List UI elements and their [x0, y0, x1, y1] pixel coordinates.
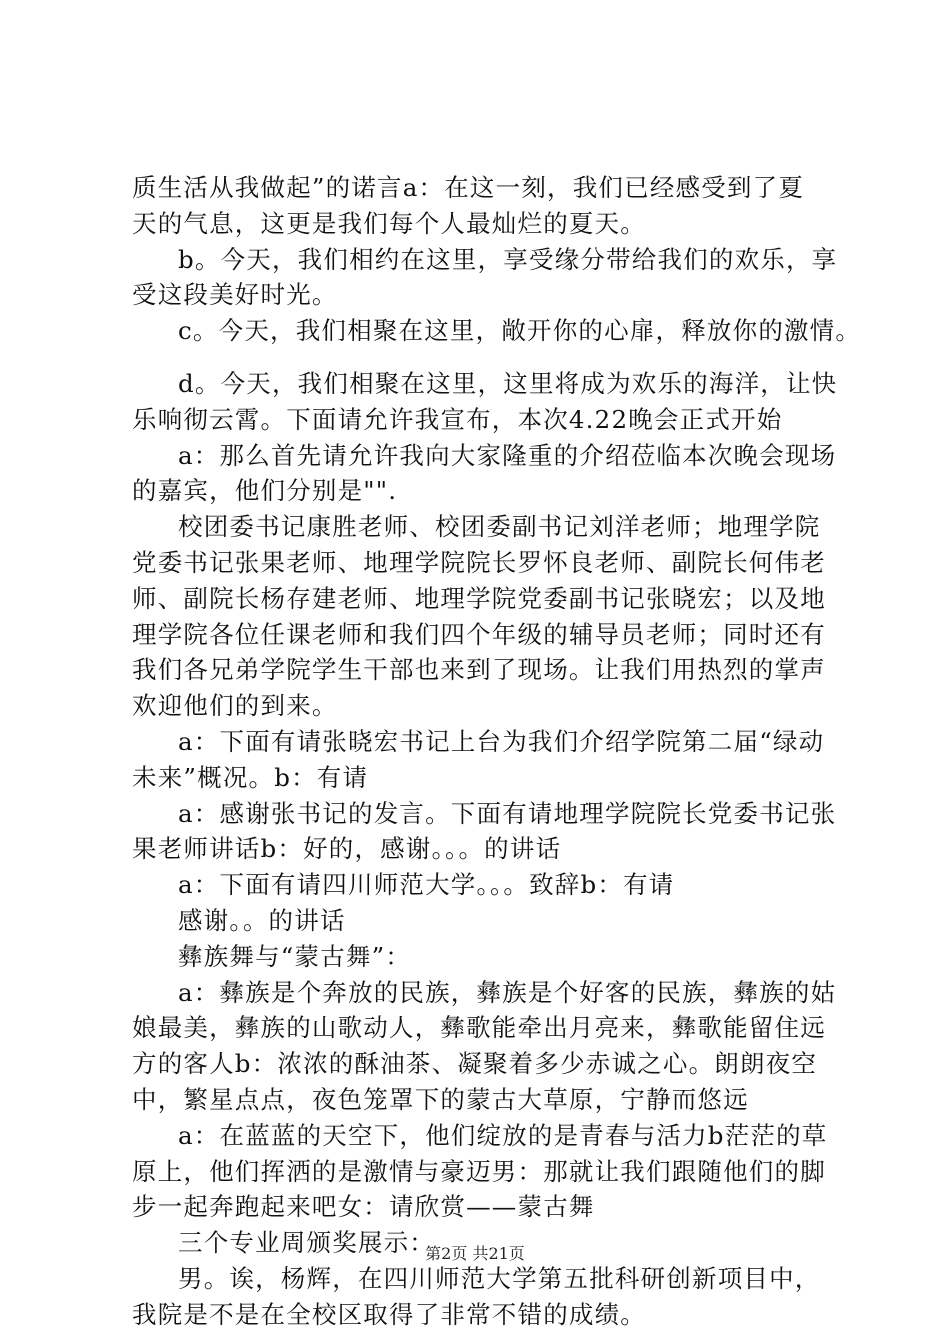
text-line: a：在蓝蓝的天空下，他们绽放的是青春与活力b茫茫的草: [178, 1120, 828, 1150]
text-line: a：下面有请四川师范大学。。。致辞b：有请: [178, 870, 675, 900]
text-line: 党委书记张果老师、地理学院院长罗怀良老师、副院长何伟老: [132, 547, 826, 577]
text-line: 方的客人b：浓浓的酥油茶、凝聚着多少赤诚之心。朗朗夜空: [132, 1049, 818, 1079]
text-line: c。今天，我们相聚在这里，敞开你的心扉，释放你的激情。: [178, 316, 862, 346]
text-line: 中，繁星点点，夜色笼罩下的蒙古大草原，宁静而悠远: [132, 1084, 749, 1114]
text-line: a：彝族是个奔放的民族，彝族是个好客的民族，彝族的姑: [178, 977, 837, 1007]
paragraph-gap: [132, 349, 852, 366]
text-line: b。今天，我们相约在这里，享受缘分带给我们的欢乐，享: [178, 244, 838, 274]
text-line: 感谢。。的讲话: [178, 905, 346, 935]
text-line: 我院是不是在全校区取得了非常不错的成绩。: [132, 1299, 646, 1329]
document-body: [132, 170, 862, 1333]
text-line: a：感谢张书记的发言。下面有请地理学院院长党委书记张: [178, 798, 837, 828]
text-line: 男。诶，杨辉，在四川师范大学第五批科研创新项目中，: [178, 1263, 821, 1293]
text-line: 果老师讲话b：好的，感谢。。。的讲话: [132, 834, 562, 864]
text-line: a：那么首先请允许我向大家隆重的介绍莅临本次晚会现场: [178, 440, 837, 470]
text-line: 步一起奔跑起来吧女：请欣赏——蒙古舞: [132, 1192, 595, 1222]
text-line: 欢迎他们的到来。: [132, 691, 338, 721]
text-line: a：下面有请张晓宏书记上台为我们介绍学院第二届“绿动: [178, 726, 825, 756]
text-line: 天的气息，这更是我们每个人最灿烂的夏天。: [132, 208, 646, 238]
text-line: 彝族舞与“蒙古舞”：: [178, 941, 412, 971]
text-line: 质生活从我做起”的诺言a：在这一刻，我们已经感受到了夏: [132, 173, 805, 202]
text-line: 受这段美好时光。: [132, 280, 338, 310]
text-line: 乐响彻云霄。下面请允许我宣布，本次4.22晚会正式开始: [132, 404, 783, 434]
text-line: d。今天，我们相聚在这里，这里将成为欢乐的海洋，让快: [178, 368, 838, 398]
page-footer: 第2页 共21页: [425, 1244, 525, 1263]
text-line: 我们各兄弟学院学生干部也来到了现场。让我们用热烈的掌声: [132, 655, 826, 685]
text-line: 原上，他们挥洒的是激情与豪迈男：那就让我们跟随他们的脚: [132, 1156, 826, 1186]
text-line: 三个专业周颁奖展示：: [178, 1228, 435, 1258]
text-line: 理学院各位任课老师和我们四个年级的辅导员老师；同时还有: [132, 619, 826, 649]
text-line: 师、副院长杨存建老师、地理学院党委副书记张晓宏；以及地: [132, 583, 826, 613]
text-line: 娘最美，彝族的山歌动人，彝歌能牵出月亮来，彝歌能留住远: [132, 1013, 826, 1043]
text-line: 的嘉宾，他们分别是"".: [132, 476, 398, 506]
text-line: 未来”概况。b：有请: [132, 762, 369, 792]
text-line: 校团委书记康胜老师、校团委副书记刘洋老师；地理学院: [178, 512, 821, 542]
